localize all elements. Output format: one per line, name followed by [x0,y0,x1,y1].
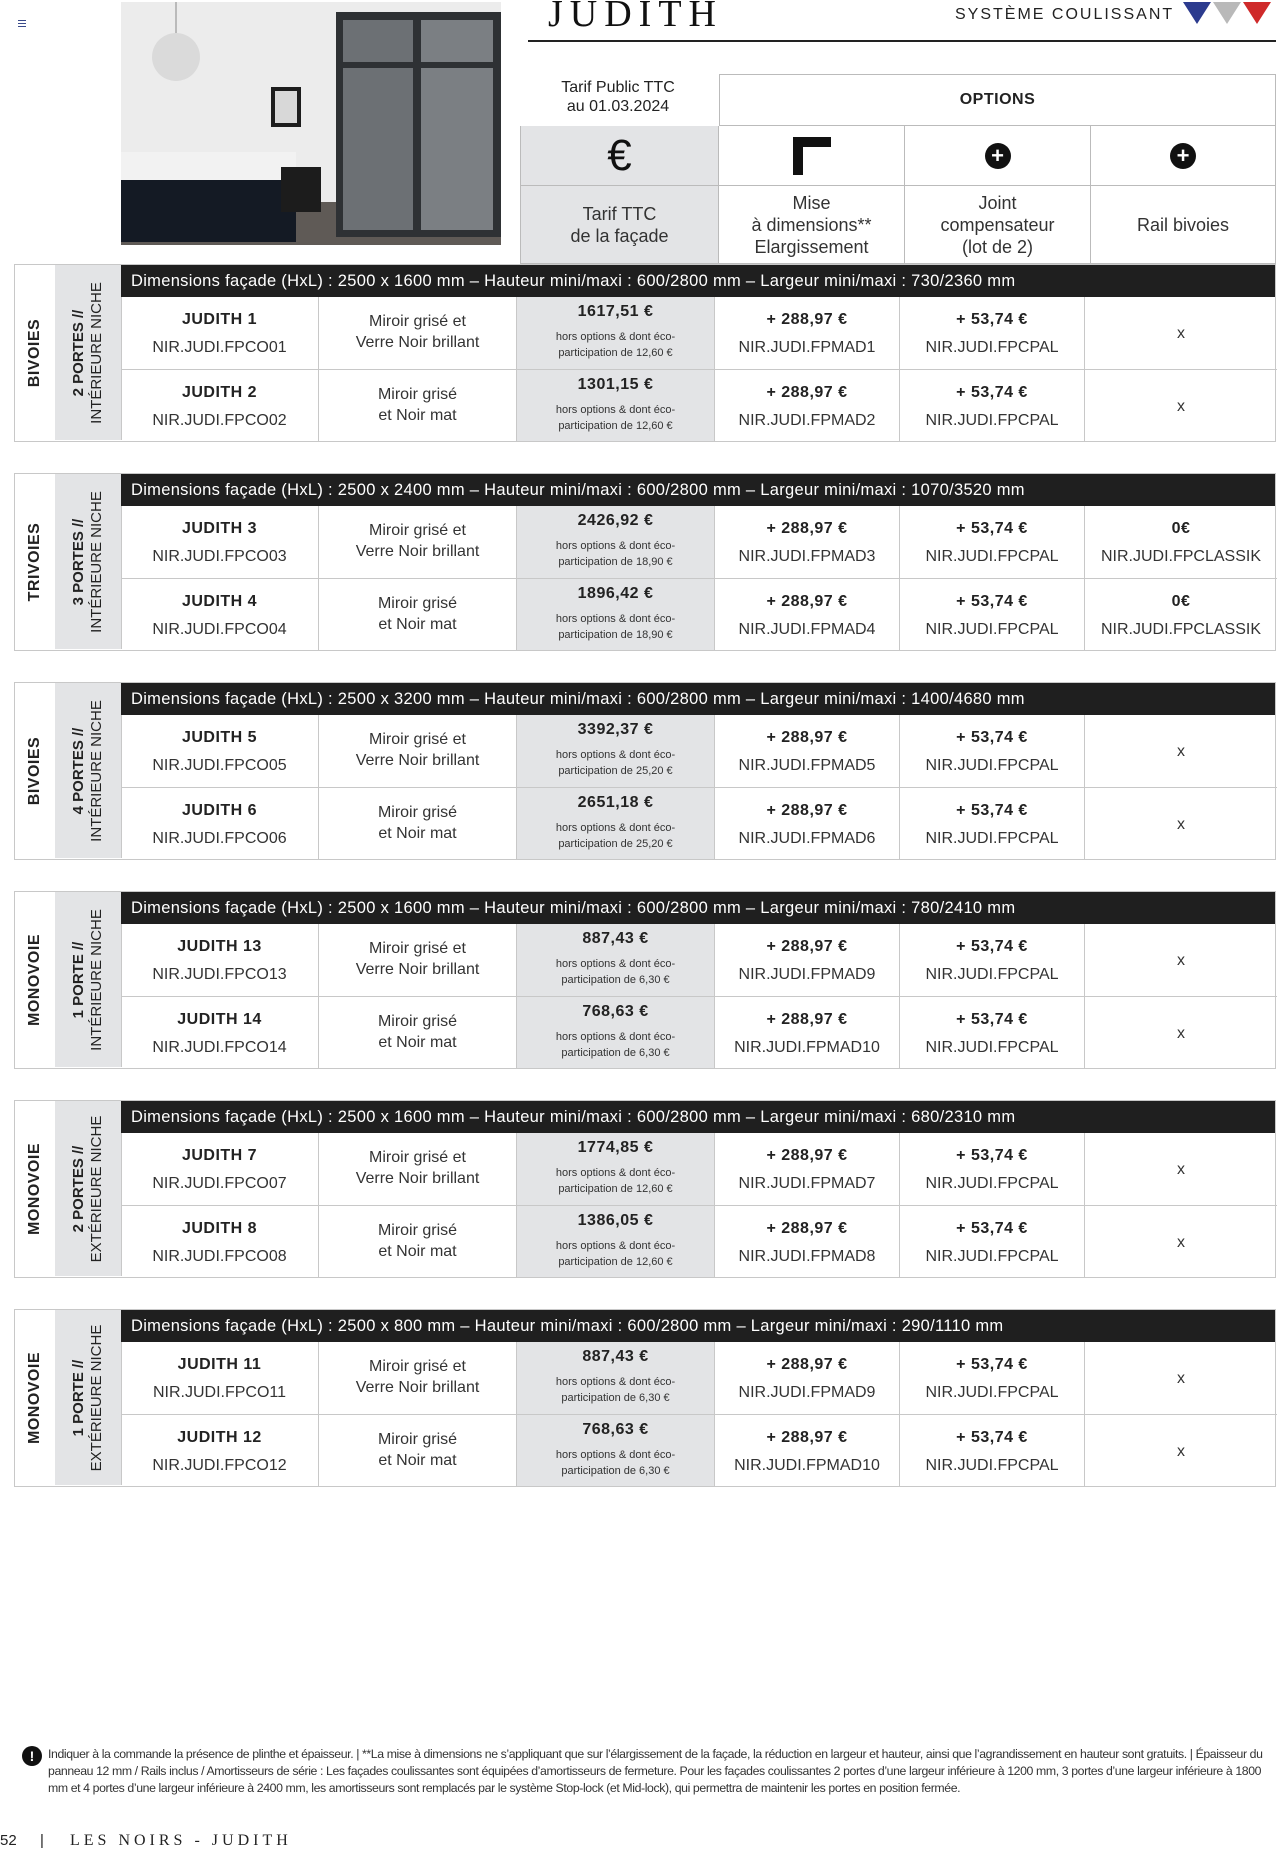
finish-cell: Miroir grisé et Verre Noir brillant [319,924,517,996]
table-row [121,578,1275,650]
door-config-label: 2 PORTES // INTÉRIEURE NICHE [55,265,122,440]
euro-icon: € [607,130,632,180]
table-row [121,1342,1275,1414]
joint-cell: + 53,74 € NIR.JUDI.FPCPAL [900,996,1085,1068]
joint-cell: + 53,74 € NIR.JUDI.FPCPAL [900,1133,1085,1205]
table-row [121,369,1275,441]
model-cell: JUDITH 3 NIR.JUDI.FPCO03 [121,506,319,578]
price-cell: 887,43 € hors options & dont éco-participation de 6,30 € [517,924,715,996]
rail-icon-cell [1091,126,1276,186]
joint-cell: + 53,74 € NIR.JUDI.FPCPAL [900,787,1085,859]
track-type-label: MONOVOIE [15,892,56,1067]
col-header-price: Tarif TTC de la façade [520,186,719,264]
rail-cell: x [1177,743,1185,760]
finish-cell: Miroir grisé et Noir mat [319,996,517,1068]
table-row [121,924,1275,996]
price-section [14,1100,1276,1278]
model-cell: JUDITH 2 NIR.JUDI.FPCO02 [121,369,319,441]
joint-cell: + 53,74 € NIR.JUDI.FPCPAL [900,369,1085,441]
price-cell: 768,63 € hors options & dont éco-participation de 6,30 € [517,1414,715,1486]
footer-separator: | [40,1832,44,1849]
price-section [14,473,1276,651]
col-header-rail-bivoies: Rail bivoies [1091,186,1276,264]
joint-cell: + 53,74 € NIR.JUDI.FPCPAL [900,1205,1085,1277]
page-number: 52 [0,1832,17,1849]
table-row [121,787,1275,859]
col-header-mise-a-dimensions: Mise à dimensions** Elargissement [719,186,905,264]
mad-icon-cell [719,126,905,186]
joint-cell: + 53,74 € NIR.JUDI.FPCPAL [900,715,1085,787]
table-row [121,1205,1275,1277]
door-config-label: 1 PORTE // EXTÉRIEURE NICHE [55,1310,122,1485]
price-section [14,682,1276,860]
finish-cell: Miroir grisé et Noir mat [319,787,517,859]
price-cell: 3392,37 € hors options & dont éco-participation de 25,20 € [517,715,715,787]
rail-cell: x [1177,1370,1185,1387]
finish-cell: Miroir grisé et Verre Noir brillant [319,297,517,369]
price-cell: 1386,05 € hors options & dont éco-participation de 12,60 € [517,1205,715,1277]
mise-a-dimensions-cell: + 288,97 € NIR.JUDI.FPMAD1 [715,297,900,369]
price-cell: 1617,51 € hors options & dont éco-participation de 12,60 € [517,297,715,369]
mise-a-dimensions-cell: + 288,97 € NIR.JUDI.FPMAD3 [715,506,900,578]
finish-cell: Miroir grisé et Verre Noir brillant [319,1133,517,1205]
system-label: SYSTÈME COULISSANT [955,6,1175,23]
dimensions-bar: Dimensions façade (HxL) : 2500 x 800 mm – Hauteur mini/maxi : 600/2800 mm – Largeur mini/maxi : 290/1110 mm [121,1310,1275,1342]
track-type-label: BIVOIES [15,683,56,858]
flag-red-icon [1243,2,1271,24]
rail-cell: x [1177,1161,1185,1178]
plus-circle-icon: + [1170,143,1196,169]
rail-cell: 0€ NIR.JUDI.FPCLASSIK [1085,578,1277,650]
flag-grey-icon [1213,2,1241,24]
finish-cell: Miroir grisé et Noir mat [319,1414,517,1486]
dimensions-bar: Dimensions façade (HxL) : 2500 x 2400 mm – Hauteur mini/maxi : 600/2800 mm – Largeur mini/maxi : 1070/3520 mm [121,474,1275,506]
dimensions-bar: Dimensions façade (HxL) : 2500 x 1600 mm – Hauteur mini/maxi : 600/2800 mm – Largeur mini/maxi : 730/2360 mm [121,265,1275,297]
tarif-public-label: Tarif Public TTC au 01.03.2024 [561,79,675,115]
price-cell: 1774,85 € hors options & dont éco-participation de 12,60 € [517,1133,715,1205]
door-config-label: 2 PORTES // EXTÉRIEURE NICHE [55,1101,122,1276]
mise-a-dimensions-cell: + 288,97 € NIR.JUDI.FPMAD2 [715,369,900,441]
model-cell: JUDITH 14 NIR.JUDI.FPCO14 [121,996,319,1068]
mise-a-dimensions-cell: + 288,97 € NIR.JUDI.FPMAD8 [715,1205,900,1277]
table-row [121,1414,1275,1486]
model-cell: JUDITH 12 NIR.JUDI.FPCO12 [121,1414,319,1486]
brand-title: JUDITH [548,0,723,35]
door-config-label: 4 PORTES // INTÉRIEURE NICHE [55,683,122,858]
price-cell: 2426,92 € hors options & dont éco-participation de 18,90 € [517,506,715,578]
table-row [121,297,1275,369]
info-icon: ! [22,1746,42,1766]
finish-cell: Miroir grisé et Noir mat [319,369,517,441]
model-cell: JUDITH 13 NIR.JUDI.FPCO13 [121,924,319,996]
ruler-icon [793,137,831,175]
dimensions-bar: Dimensions façade (HxL) : 2500 x 1600 mm – Hauteur mini/maxi : 600/2800 mm – Largeur mini/maxi : 680/2310 mm [121,1101,1275,1133]
price-cell: 768,63 € hors options & dont éco-participation de 6,30 € [517,996,715,1068]
price-cell: 887,43 € hors options & dont éco-participation de 6,30 € [517,1342,715,1414]
joint-cell: + 53,74 € NIR.JUDI.FPCPAL [900,297,1085,369]
track-type-label: MONOVOIE [15,1101,56,1276]
rail-cell: x [1085,787,1277,859]
rail-cell: x [1085,1414,1277,1486]
footer-brand: LES NOIRS - JUDITH [70,1832,292,1849]
finish-cell: Miroir grisé et Verre Noir brillant [319,1342,517,1414]
options-header: OPTIONS [719,74,1276,126]
price-section [14,264,1276,442]
rail-cell: x [1177,952,1185,969]
model-cell: JUDITH 5 NIR.JUDI.FPCO05 [121,715,319,787]
joint-cell: + 53,74 € NIR.JUDI.FPCPAL [900,1414,1085,1486]
mise-a-dimensions-cell: + 288,97 € NIR.JUDI.FPMAD4 [715,578,900,650]
finish-cell: Miroir grisé et Verre Noir brillant [319,506,517,578]
rail-cell: x [1085,369,1277,441]
dimensions-bar: Dimensions façade (HxL) : 2500 x 3200 mm – Hauteur mini/maxi : 600/2800 mm – Largeur mini/maxi : 1400/4680 mm [121,683,1275,715]
finish-cell: Miroir grisé et Verre Noir brillant [319,715,517,787]
table-row [121,1133,1275,1205]
rail-cell: x [1177,325,1185,342]
joint-cell: + 53,74 € NIR.JUDI.FPCPAL [900,578,1085,650]
track-type-label: TRIVOIES [15,474,56,649]
joint-cell: + 53,74 € NIR.JUDI.FPCPAL [900,924,1085,996]
model-cell: JUDITH 4 NIR.JUDI.FPCO04 [121,578,319,650]
table-row [121,715,1275,787]
price-cell: 1301,15 € hors options & dont éco-participation de 12,60 € [517,369,715,441]
flag-blue-icon [1183,2,1211,24]
price-cell: 2651,18 € hors options & dont éco-participation de 25,20 € [517,787,715,859]
model-cell: JUDITH 8 NIR.JUDI.FPCO08 [121,1205,319,1277]
mise-a-dimensions-cell: + 288,97 € NIR.JUDI.FPMAD6 [715,787,900,859]
footnote: Indiquer à la commande la présence de plinthe et épaisseur. | **La mise à dimensions ne s’appliquant que sur l’élargissement de la façade, la réduction en largeur et hauteur, ainsi que l’agrandissement en hauteur sont gratuits. | Épaisseur du panneau 12 mm / Rails inclus / Amortisseurs de série : Les façades coulissantes sont équipées d’amortisseurs de fermeture. Pour les façades coulissantes 2 portes d’une largeur inférieure à 1200 mm, 3 portes d’une largeur inférieure à 1800 mm et 4 portes d’une largeur inférieure à 2400 mm, les amortisseurs sont remplacés par le système Stop-lock (et Mid-lock), qui permettra de maintenir les portes en position fermée. [48,1747,1263,1795]
dimensions-bar: Dimensions façade (HxL) : 2500 x 1600 mm – Hauteur mini/maxi : 600/2800 mm – Largeur mini/maxi : 780/2410 mm [121,892,1275,924]
finish-cell: Miroir grisé et Noir mat [319,578,517,650]
mise-a-dimensions-cell: + 288,97 € NIR.JUDI.FPMAD5 [715,715,900,787]
mise-a-dimensions-cell: + 288,97 € NIR.JUDI.FPMAD9 [715,924,900,996]
price-icon-cell [520,126,719,186]
mise-a-dimensions-cell: + 288,97 € NIR.JUDI.FPMAD9 [715,1342,900,1414]
door-config-label: 3 PORTES // INTÉRIEURE NICHE [55,474,122,649]
door-config-label: 1 PORTE // INTÉRIEURE NICHE [55,892,122,1067]
brand-rule [528,40,1276,42]
bedroom-photo [121,2,501,245]
rail-cell: x [1085,1205,1277,1277]
price-cell: 1896,42 € hors options & dont éco-participation de 18,90 € [517,578,715,650]
table-row [121,996,1275,1068]
mise-a-dimensions-cell: + 288,97 € NIR.JUDI.FPMAD10 [715,1414,900,1486]
table-row [121,506,1275,578]
model-cell: JUDITH 11 NIR.JUDI.FPCO11 [121,1342,319,1414]
rail-cell: 0€ NIR.JUDI.FPCLASSIK [1100,520,1262,565]
joint-cell: + 53,74 € NIR.JUDI.FPCPAL [900,506,1085,578]
mise-a-dimensions-cell: + 288,97 € NIR.JUDI.FPMAD10 [715,996,900,1068]
col-header-joint-compensateur: Joint compensateur (lot de 2) [905,186,1091,264]
model-cell: JUDITH 7 NIR.JUDI.FPCO07 [121,1133,319,1205]
menu-icon[interactable] [18,20,26,29]
price-section [14,1309,1276,1487]
mise-a-dimensions-cell: + 288,97 € NIR.JUDI.FPMAD7 [715,1133,900,1205]
rail-cell: x [1085,996,1277,1068]
finish-cell: Miroir grisé et Noir mat [319,1205,517,1277]
track-type-label: MONOVOIE [15,1310,56,1485]
joint-icon-cell [905,126,1091,186]
joint-cell: + 53,74 € NIR.JUDI.FPCPAL [900,1342,1085,1414]
track-type-label: BIVOIES [15,265,56,440]
price-section [14,891,1276,1069]
model-cell: JUDITH 1 NIR.JUDI.FPCO01 [121,297,319,369]
model-cell: JUDITH 6 NIR.JUDI.FPCO06 [121,787,319,859]
plus-circle-icon: + [985,143,1011,169]
